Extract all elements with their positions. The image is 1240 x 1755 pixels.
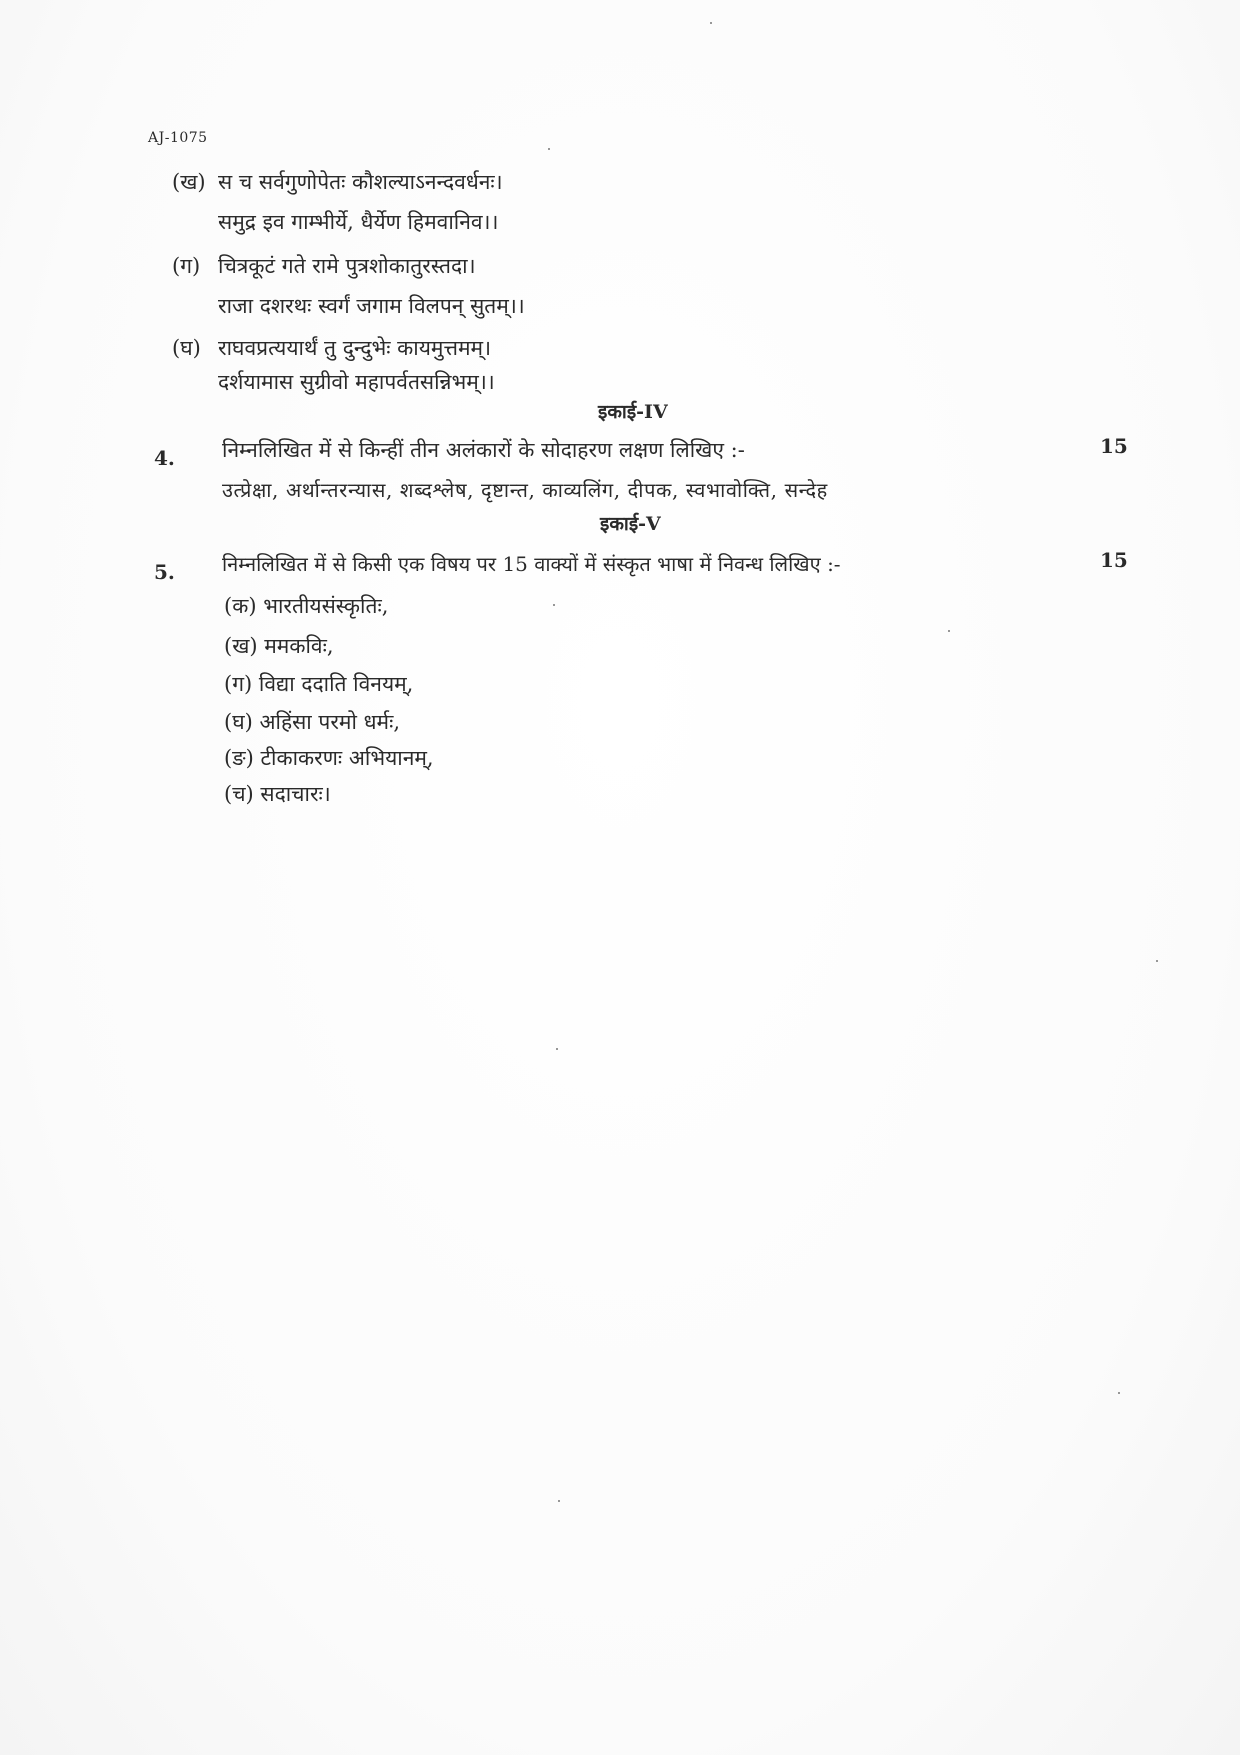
scan-speck: [710, 22, 712, 24]
verse-label: (ख): [172, 170, 206, 194]
question-number: 5.: [154, 560, 175, 584]
verse-line: चित्रकूटं गते रामे पुत्रशोकातुरस्तदा।: [218, 254, 476, 278]
unit-heading: इकाई-V: [600, 513, 661, 535]
verse-label: (ग): [172, 254, 201, 278]
alankara-list: उत्प्रेक्षा, अर्थान्तरन्यास, शब्दश्लेष, दृष्टान्त, काव्यलिंग, दीपक, स्वभावोक्ति, सन्देह: [222, 478, 828, 502]
verse-line: स च सर्वगुणोपेतः कौशल्याऽनन्दवर्धनः।: [218, 170, 503, 194]
verse-line: राघवप्रत्ययार्थं तु दुन्दुभेः कायमुत्तमम्।: [218, 336, 492, 360]
question-marks: 15: [1100, 548, 1128, 572]
question-text: निम्नलिखित में से किसी एक विषय पर 15 वाक्यों में संस्कृत भाषा में निवन्ध लिखिए :-: [222, 552, 841, 576]
essay-topic: (क) भारतीयसंस्कृतिः,: [224, 594, 389, 618]
unit-heading: इकाई-IV: [598, 401, 668, 423]
scan-speck: [948, 630, 950, 632]
scan-speck: [1156, 960, 1158, 962]
verse-line: दर्शयामास सुग्रीवो महापर्वतसन्निभम्।।: [218, 370, 495, 394]
essay-topic: (च) सदाचारः।: [224, 782, 331, 806]
essay-topic: (ख) ममकविः,: [224, 634, 334, 658]
question-number: 4.: [154, 446, 175, 470]
essay-topic: (घ) अहिंसा परमो धर्मः,: [224, 710, 400, 734]
question-text: निम्नलिखित में से किन्हीं तीन अलंकारों के सोदाहरण लक्षण लिखिए :-: [222, 438, 745, 462]
paper-code: AJ-1075: [148, 130, 208, 146]
verse-label: (घ): [172, 336, 201, 360]
scan-speck: [556, 1048, 558, 1050]
scan-speck: [548, 148, 550, 150]
verse-line: राजा दशरथः स्वर्गं जगाम विलपन् सुतम्।।: [218, 294, 525, 318]
scan-speck: [553, 604, 555, 606]
question-marks: 15: [1100, 434, 1128, 458]
essay-topic: (ग) विद्या ददाति विनयम्,: [224, 672, 414, 696]
essay-topic: (ङ) टीकाकरणः अभियानम्,: [224, 746, 434, 770]
verse-line: समुद्र इव गाम्भीर्ये, धैर्येण हिमवानिव।।: [218, 210, 499, 234]
scan-speck: [1118, 1392, 1120, 1394]
scan-speck: [558, 1500, 560, 1502]
